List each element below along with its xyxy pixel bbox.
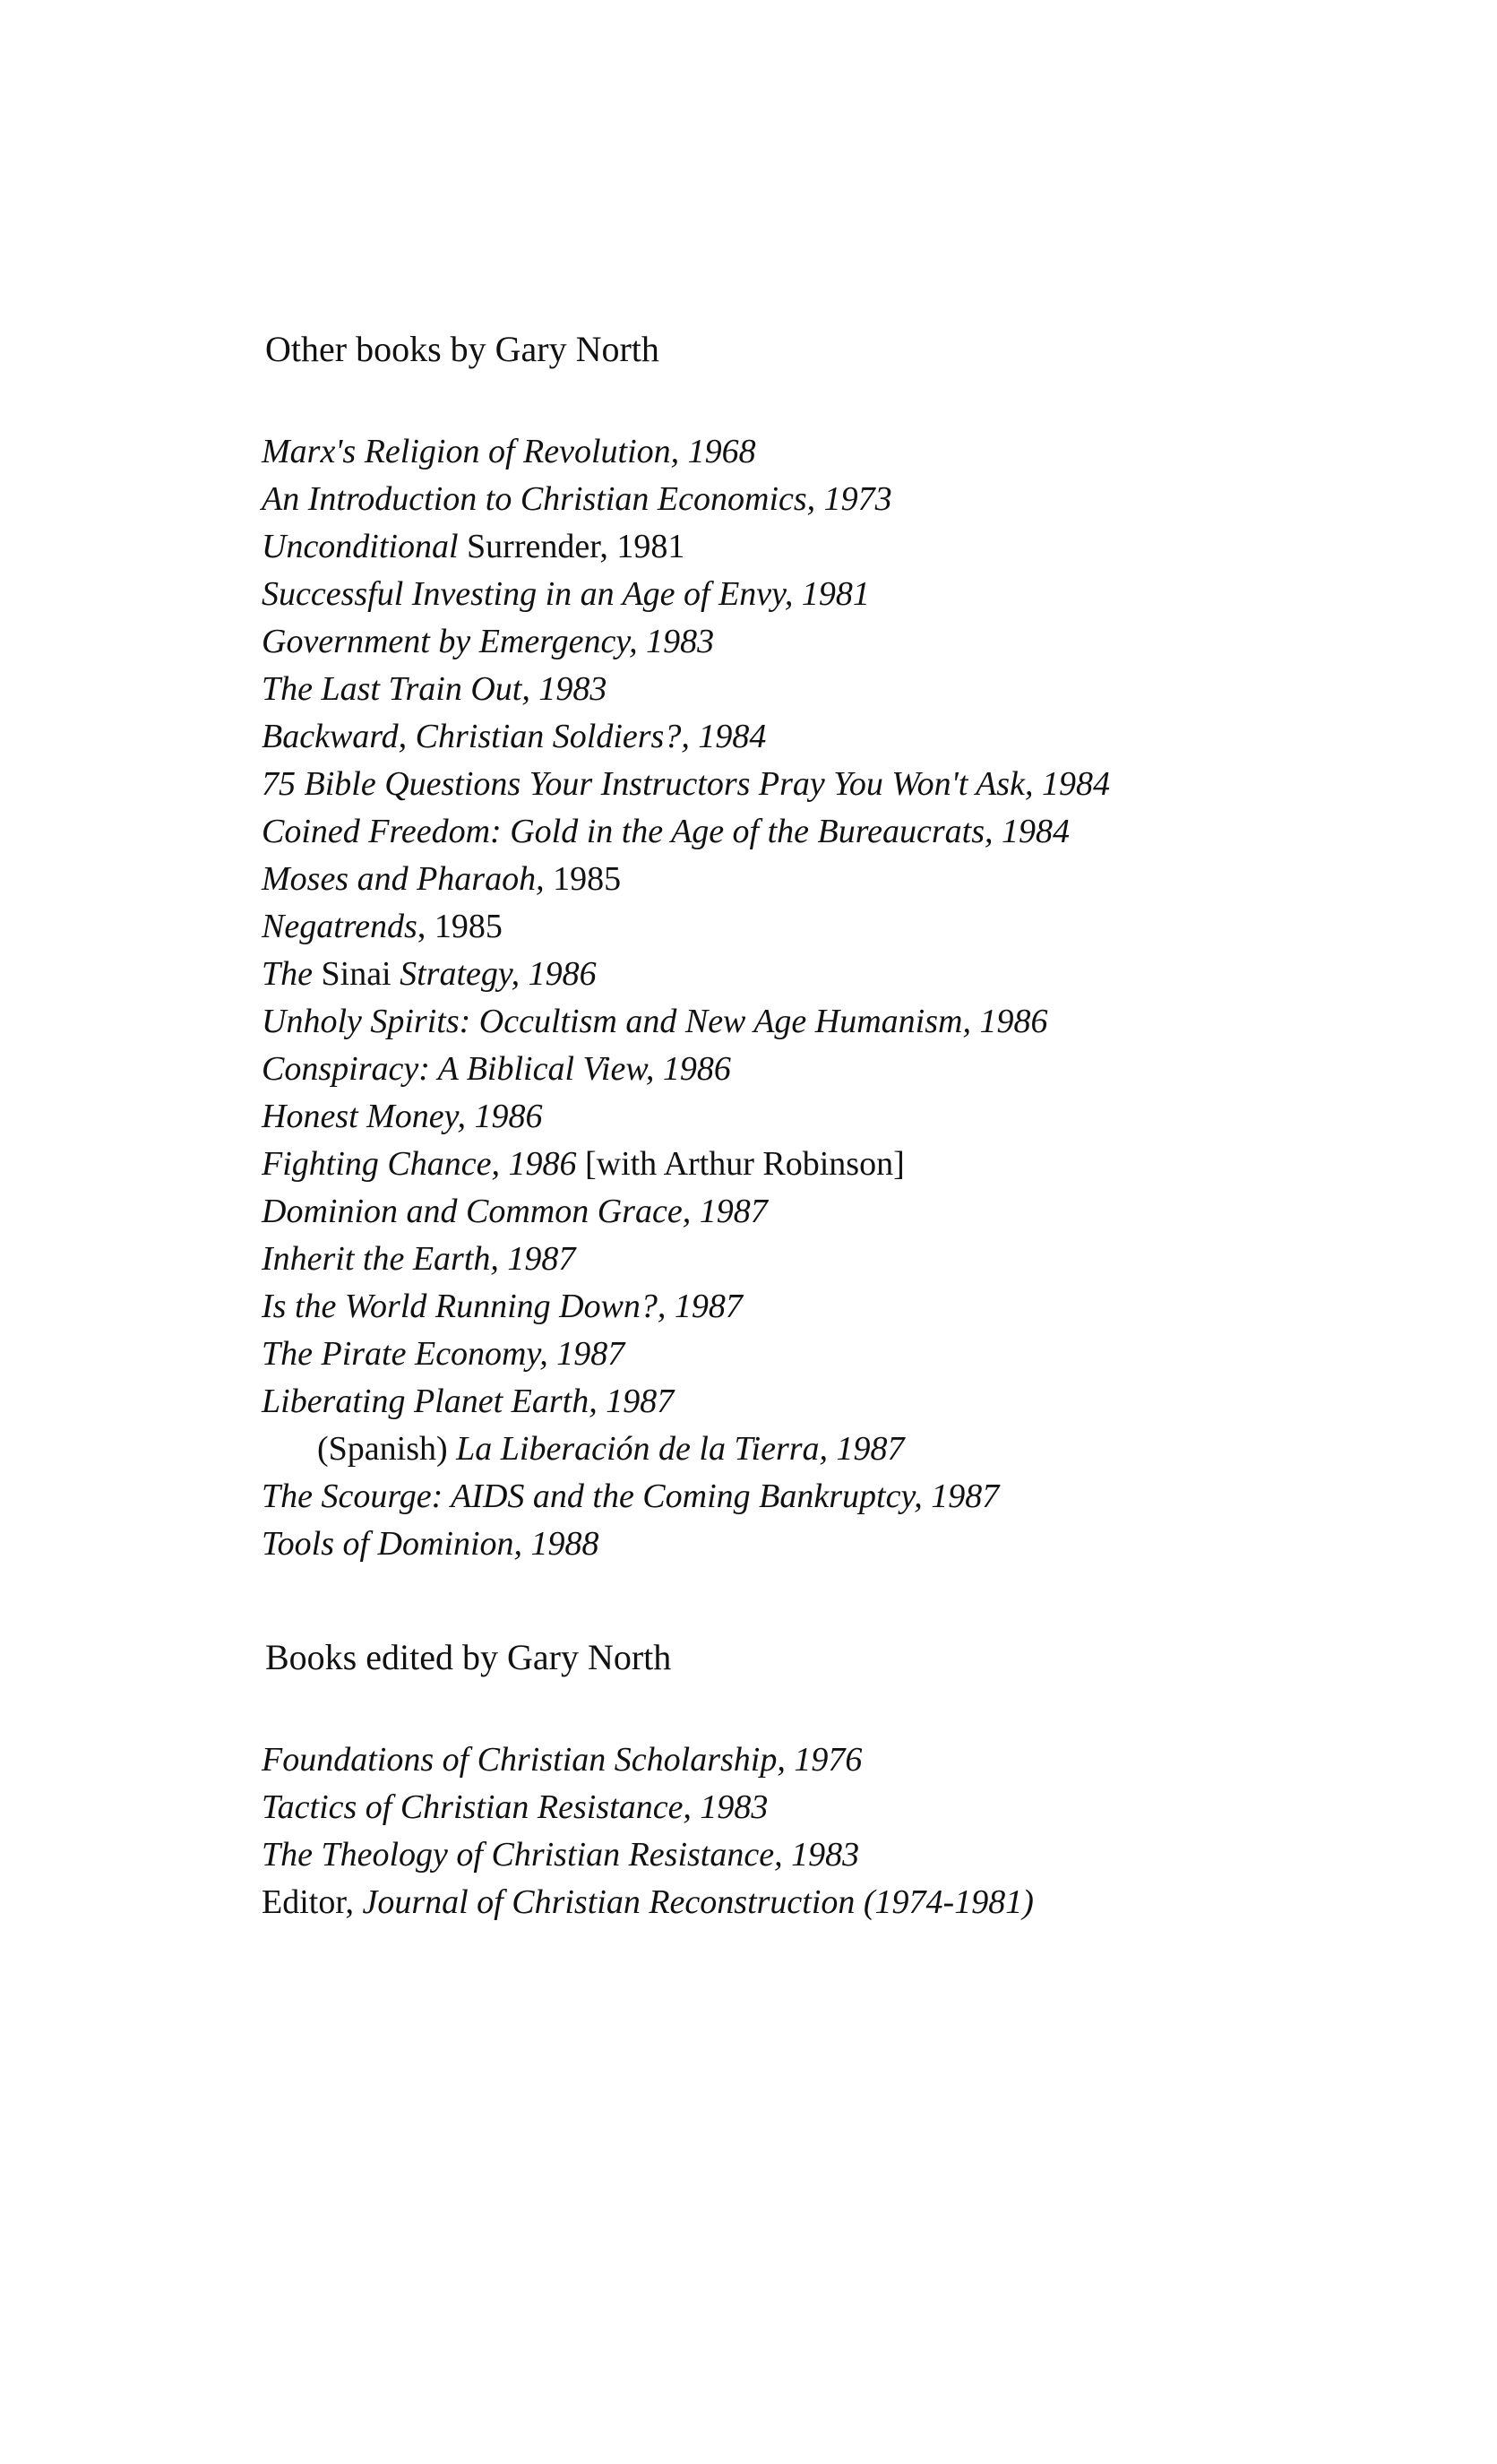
list-item: Government by Emergency, 1983	[262, 623, 715, 660]
list-item: Fighting Chance, 1986 [with Arthur Robinson]	[262, 1145, 905, 1183]
other-books-heading: Other books by Gary North	[265, 329, 659, 369]
list-item: Editor, Journal of Christian Reconstruction (1974-1981)	[262, 1883, 1034, 1921]
list-item: Unconditional Surrender, 1981	[262, 528, 685, 565]
list-item: Is the World Running Down?, 1987	[262, 1288, 743, 1325]
list-item: Conspiracy: A Biblical View, 1986	[262, 1050, 731, 1088]
list-item: Foundations of Christian Scholarship, 1976	[262, 1741, 863, 1779]
list-item: Dominion and Common Grace, 1987	[262, 1193, 768, 1230]
list-item: Honest Money, 1986	[262, 1098, 543, 1135]
list-item: Marx's Religion of Revolution, 1968	[262, 433, 756, 470]
list-item: The Scourge: AIDS and the Coming Bankruptcy, 1987	[262, 1478, 1000, 1515]
list-item: Tools of Dominion, 1988	[262, 1525, 599, 1563]
other-books-section	[262, 323, 1337, 1568]
list-item: The Sinai Strategy, 1986	[262, 955, 597, 993]
list-item: The Pirate Economy, 1987	[262, 1335, 625, 1373]
list-item: The Last Train Out, 1983	[262, 670, 607, 708]
list-item: The Theology of Christian Resistance, 1983	[262, 1836, 860, 1874]
list-item: Coined Freedom: Gold in the Age of the Bureaucrats, 1984	[262, 813, 1070, 850]
list-item: Inherit the Earth, 1987	[262, 1240, 576, 1278]
list-item: Liberating Planet Earth, 1987	[262, 1383, 675, 1420]
list-item: Tactics of Christian Resistance, 1983	[262, 1788, 769, 1826]
list-item: Successful Investing in an Age of Envy, 1981	[262, 575, 870, 613]
list-item: Negatrends, 1985	[262, 908, 503, 945]
other-books-list	[262, 428, 1337, 1568]
edited-books-heading: Books edited by Gary North	[265, 1637, 672, 1677]
list-item-translation: (Spanish) La Liberación de la Tierra, 1987	[317, 1430, 905, 1468]
list-item: Backward, Christian Soldiers?, 1984	[262, 718, 767, 755]
list-item: 75 Bible Questions Your Instructors Pray You Won't Ask, 1984	[262, 765, 1110, 803]
list-item: An Introduction to Christian Economics, 1973	[262, 480, 892, 518]
list-item: Moses and Pharaoh, 1985	[262, 860, 622, 898]
edited-books-list	[262, 1736, 1337, 1926]
edited-books-section	[262, 1631, 1337, 1926]
list-item: Unholy Spirits: Occultism and New Age Humanism, 1986	[262, 1003, 1048, 1040]
